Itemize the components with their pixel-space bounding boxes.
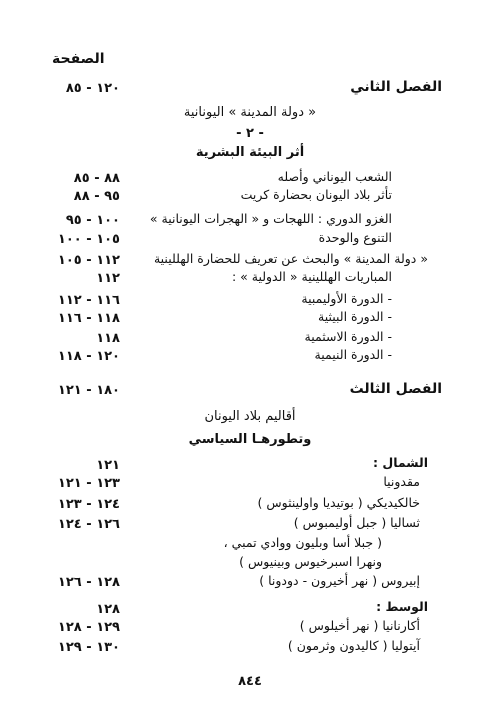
toc-entry: « دولة المدينة » والبحث عن تعريف للحضارة الهللينية (153, 251, 428, 266)
toc-pages: ١٢٩ - ١٢٨ (57, 620, 120, 635)
toc-pages: ١٢٨ - ١٢٦ (57, 575, 120, 590)
toc-pages: ١١٢ (96, 271, 120, 286)
toc-pages: ١٠٠ - ٩٥ (65, 213, 120, 228)
toc-entry: - الدورة الاسثمية (304, 329, 392, 344)
toc-section-heading: الوسط : (376, 599, 428, 614)
toc-entry: مقدونيا (383, 474, 420, 489)
toc-entry: آيتوليا ( كاليدون وثرمون ) (287, 638, 420, 653)
toc-pages: ١١٦ - ١١٢ (57, 293, 120, 308)
page-column-label: الصفحة (52, 51, 105, 67)
toc-pages: ١١٨ - ١١٦ (57, 311, 120, 326)
toc-entry: - الدورة البيثية (318, 309, 392, 324)
chapter-2-subtitle-2: أثر البيئة البشرية (195, 145, 305, 160)
chapter-3-subtitle: أقاليم بلاد اليونان (204, 409, 296, 424)
toc-entry: التنوع والوحدة (318, 230, 392, 245)
toc-pages: ١٢٨ (96, 602, 120, 617)
chapter-3-range: ١٨٠ - ١٢١ (57, 383, 120, 398)
chapter-3-subtitle-2: وتطورهـا السياسي (188, 432, 312, 447)
toc-pages: ١٣٠ - ١٢٩ (57, 640, 120, 655)
toc-entry: المباريات الهللينية « الدولية » : (231, 269, 392, 284)
chapter-2-subtitle: « دولة المدينة » اليونانية (183, 105, 317, 120)
toc-entry: ثساليا ( جبل أوليمبوس ) (293, 515, 420, 530)
toc-entry: الشعب اليوناني وأصله (277, 169, 392, 184)
chapter-2-title: الفصل الثاني (350, 79, 442, 95)
toc-entry: تأثر بلاد اليونان بحضارة كريت (240, 187, 392, 202)
chapter-2-number: - ٢ - (236, 126, 264, 141)
toc-pages: ١٢٦ - ١٢٤ (57, 517, 120, 532)
toc-pages: ١١٨ (96, 331, 120, 346)
toc-section-heading: الشمال : (373, 455, 428, 470)
toc-pages: ١١٢ - ١٠٥ (57, 253, 120, 268)
toc-entry: - الدورة الأوليمبية (301, 291, 392, 306)
toc-entry: - الدورة النيمية (314, 347, 392, 362)
toc-entry: ونهرا اسبرخيوس وبينيوس ) (239, 554, 382, 569)
toc-entry: الغزو الدوري : اللهجات و « الهجرات اليونانية » (149, 211, 392, 226)
toc-pages: ١٠٥ - ١٠٠ (57, 232, 120, 247)
toc-pages: ١٢٠ - ١١٨ (57, 349, 120, 364)
toc-entry: خالكيديكي ( بوتيديا واولينثوس ) (257, 495, 420, 510)
page-number: ٨٤٤ (238, 674, 262, 689)
toc-pages: ٩٥ - ٨٨ (73, 189, 120, 204)
toc-entry: إبيروس ( نهر أخيرون - دودونا ) (259, 573, 420, 588)
toc-pages: ٨٨ - ٨٥ (73, 171, 120, 186)
toc-pages: ١٢٤ - ١٢٣ (57, 497, 120, 512)
chapter-3-title: الفصل الثالث (349, 381, 442, 397)
chapter-2-range: ١٢٠ - ٨٥ (65, 81, 120, 96)
toc-pages: ١٢١ (96, 458, 120, 473)
toc-entry: ( جبلا أسا وبليون ووادي تمبي ، (223, 535, 382, 550)
toc-pages: ١٢٣ - ١٢١ (57, 476, 120, 491)
toc-entry: أكارنانيا ( نهر أخيلوس ) (299, 618, 420, 633)
